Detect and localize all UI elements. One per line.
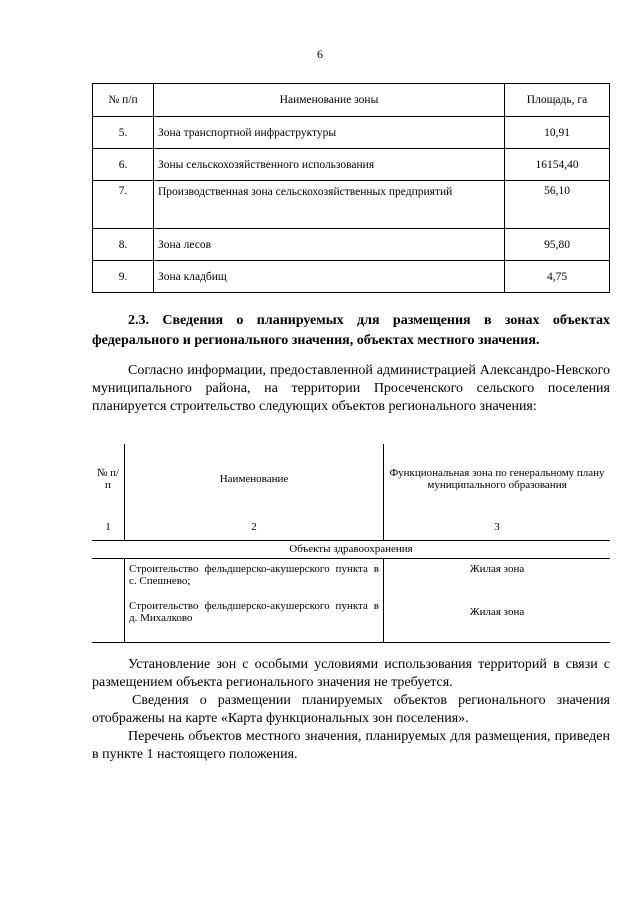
objects-table-header (92, 444, 610, 514)
row-num: 8. (93, 229, 154, 261)
table-row (93, 261, 610, 293)
row-zone-name: Зоны сельскохозяйственного использования (154, 149, 505, 181)
row-num: 5. (93, 117, 154, 149)
row-zone-name: Зона лесов (154, 229, 505, 261)
header-num: № п/п (93, 84, 154, 117)
zones-table-header (93, 84, 610, 117)
table-row (92, 558, 610, 600)
row-zone-name: Зона транспортной инфраструктуры (154, 117, 505, 149)
row-num-empty (92, 558, 125, 642)
paragraph-1: Согласно информации, предоставленной администрацией Александро-Невского муниципального района, на территории Просеченского сельского поселения планируется строительство следующих объектов регионального значения: (92, 363, 610, 414)
section-heading: 2.3. Сведения о планируемых для размещения в зонах объектах федерального и регионального значения, объектах местного значения. (92, 313, 610, 348)
header-area: Площадь, га (505, 84, 610, 117)
object-zone: Жилая зона (384, 600, 611, 642)
row-zone-name: Производственная зона сельскохозяйственных предприятий (154, 181, 505, 229)
table-row (93, 229, 610, 261)
row-zone-name: Зона кладбищ (154, 261, 505, 293)
zones-table (92, 83, 610, 293)
table-row (92, 600, 610, 642)
header-num: № п/п (96, 467, 120, 491)
group-row (92, 540, 610, 558)
row-num: 9. (93, 261, 154, 293)
row-area: 4,75 (505, 261, 610, 293)
row-area: 95,80 (505, 229, 610, 261)
col-number: 3 (384, 514, 611, 540)
object-name: Строительство фельдшерско-акушерского пункта в с. Спешнево; (125, 558, 384, 600)
paragraph-4: Перечень объектов местного значения, планируемых для размещения, приведен в пункте 1 настоящего положения. (92, 729, 610, 762)
header-name: Наименование (125, 444, 384, 514)
table-row (93, 149, 610, 181)
col-number: 2 (125, 514, 384, 540)
row-area: 16154,40 (505, 149, 610, 181)
page-number: 6 (317, 47, 323, 61)
objects-table (92, 444, 610, 643)
objects-table-col-numbers (92, 514, 610, 540)
paragraph-2: Установление зон с особыми условиями использования территорий в связи с размещением объекта регионального значения не требуется. (92, 657, 610, 690)
col-number: 1 (92, 514, 125, 540)
paragraph-3: Сведения о размещении планируемых объектов регионального значения отображены на карте «Карта функциональных зон поселения». (92, 693, 610, 726)
row-num: 7. (93, 181, 154, 229)
row-num: 6. (93, 149, 154, 181)
header-zone-name: Наименование зоны (154, 84, 505, 117)
header-zone: Функциональная зона по генеральному плану муниципального образования (384, 444, 611, 514)
table-row (93, 117, 610, 149)
row-area: 56,10 (505, 181, 610, 229)
row-area: 10,91 (505, 117, 610, 149)
object-zone: Жилая зона (384, 558, 611, 600)
table-row (93, 181, 610, 229)
object-name: Строительство фельдшерско-акушерского пункта в д. Михалково (125, 600, 384, 642)
group-label: Объекты здравоохранения (92, 540, 610, 558)
